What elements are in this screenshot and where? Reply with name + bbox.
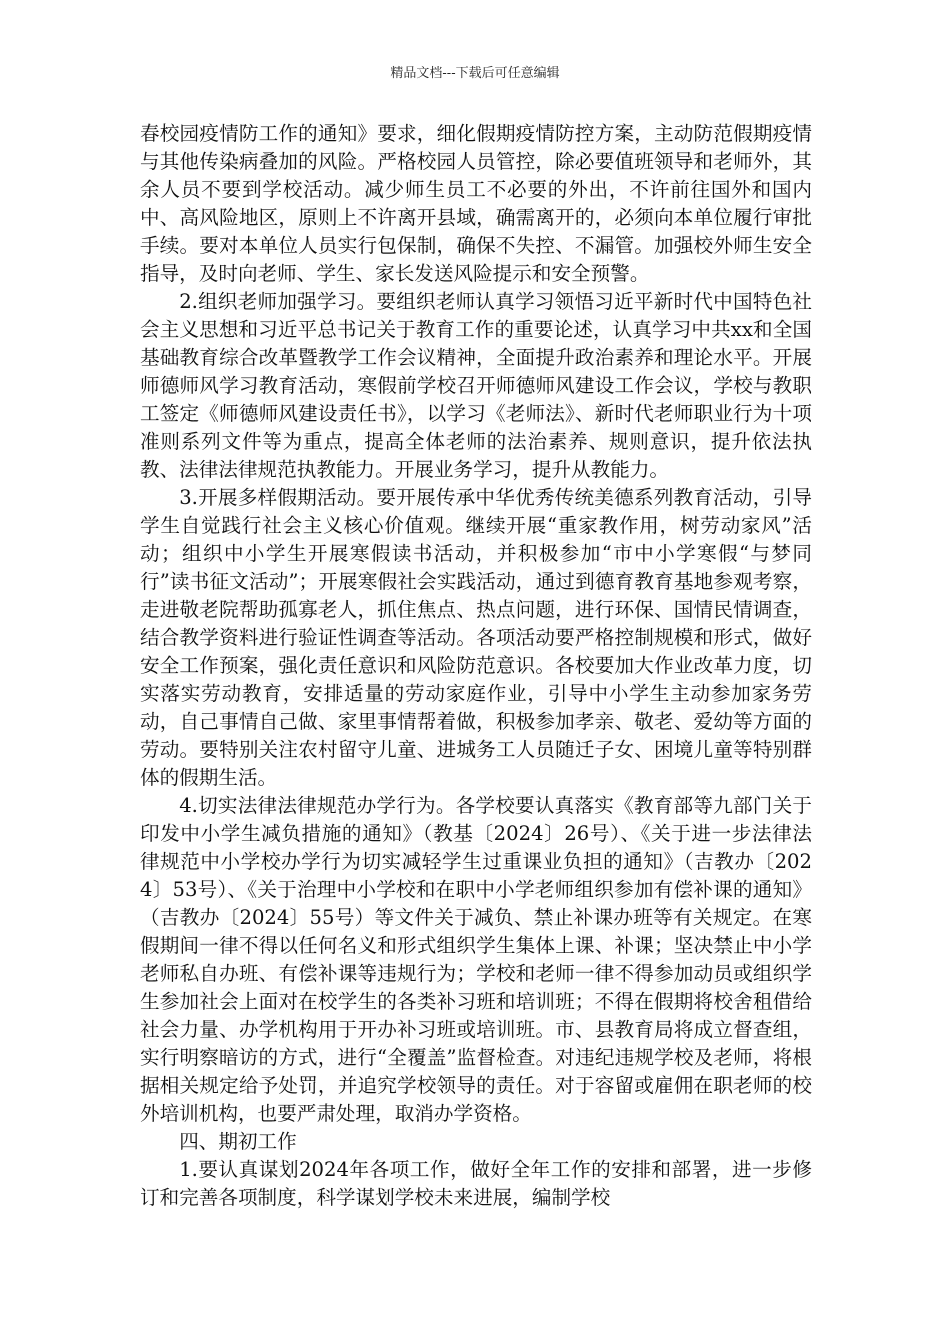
paragraph-teacher-study: 2.组织老师加强学习。要组织老师认真学习领悟习近平新时代中国特色社会主义思想和习近平总书记关于教育工作的重要论述，认真学习中共xx和全国基础教育综合改革暨教学工作会议精神，全面提升政治素养和理论水平。开展师德师风学习教育活动，寒假前学校召开师德师风建设工作会议，学校与教职工签定《师德师风建设责任书》，以学习《老师法》、新时代老师职业行为十项准则系列文件等为重点，提高全体老师的法治素养、规则意识，提升依法执教、法律法律规范执教能力。开展业务学习，提升从教能力。 (140, 290, 812, 481)
paragraph-holiday-activities: 3.开展多样假期活动。要开展传承中华优秀传统美德系列教育活动，引导学生自觉践行社会主义核心价值观。继续开展“重家教作用，树劳动家风”活动；组织中小学生开展寒假读书活动，并积极参加“市中小学寒假“与梦同行”读书征文活动”；开展寒假社会实践活动，通过到德育教育基地参观考察，走进敬老院帮助孤寡老人，抓住焦点、热点问题，进行环保、国情民情调查，结合教学资料进行验证性调查等活动。各项活动要严格控制规模和形式，做好安全工作预案，强化责任意识和风险防范意识。各校要加大作业改革力度，切实落实劳动教育，安排适量的劳动家庭作业，引导中小学生主动参加家务劳动，自己事情自己做、家里事情帮着做，积极参加孝亲、敬老、爱幼等方面的劳动。要特别关注农村留守儿童、进城务工人员随迁子女、困境儿童等特别群体的假期生活。 (140, 486, 812, 789)
paragraph-annual-planning: 1.要认真谋划2024年各项工作，做好全年工作的安排和部署，进一步修订和完善各项制度，科学谋划学校未来进展，编制学校 (140, 1158, 812, 1209)
paragraph-school-regulation: 4.切实法律法律规范办学行为。各学校要认真落实《教育部等九部门关于印发中小学生减负措施的通知》（教基〔2024〕26号）、《关于进一步法律法律规范中小学校办学行为切实减轻学生过重课业负担的通知》（吉教办〔2024〕53号）、《关于治理中小学校和在职中小学老师组织参加有偿补课的通知》（吉教办〔2024〕55号）等文件关于减负、禁止补课办班等有关规定。在寒假期间一律不得以任何名义和形式组织学生集体上课、补课；坚决禁止中小学老师私自办班、有偿补课等违规行为；学校和老师一律不得参加动员或组织学生参加社会上面对在校学生的各类补习班和培训班；不得在假期将校舍租借给社会力量、办学机构用于开办补习班或培训班。市、县教育局将成立督查组，实行明察暗访的方式，进行“全覆盖”监督检查。对违纪违规学校及老师，将根据相关规定给予处罚，并追究学校领导的责任。对于容留或雇佣在职老师的校外培训机构，也要严肃处理，取消办学资格。 (140, 794, 812, 1125)
paragraph-continued: 春校园疫情防工作的通知》要求，细化假期疫情防控方案，主动防范假期疫情与其他传染病叠加的风险。严格校园人员管控，除必要值班领导和老师外，其余人员不要到学校活动。减少师生员工不必要的外出，不许前往国外和国内中、高风险地区，原则上不许离开县域，确需离开的，必须向本单位履行审批手续。要对本单位人员实行包保制，确保不失控、不漏管。加强校外师生安全指导，及时向老师、学生、家长发送风险提示和安全预警。 (140, 122, 812, 285)
section-heading: 四、期初工作 (179, 1130, 297, 1153)
document-body (140, 120, 812, 1212)
page-header: 精品文档---下载后可任意编辑 (390, 66, 560, 81)
